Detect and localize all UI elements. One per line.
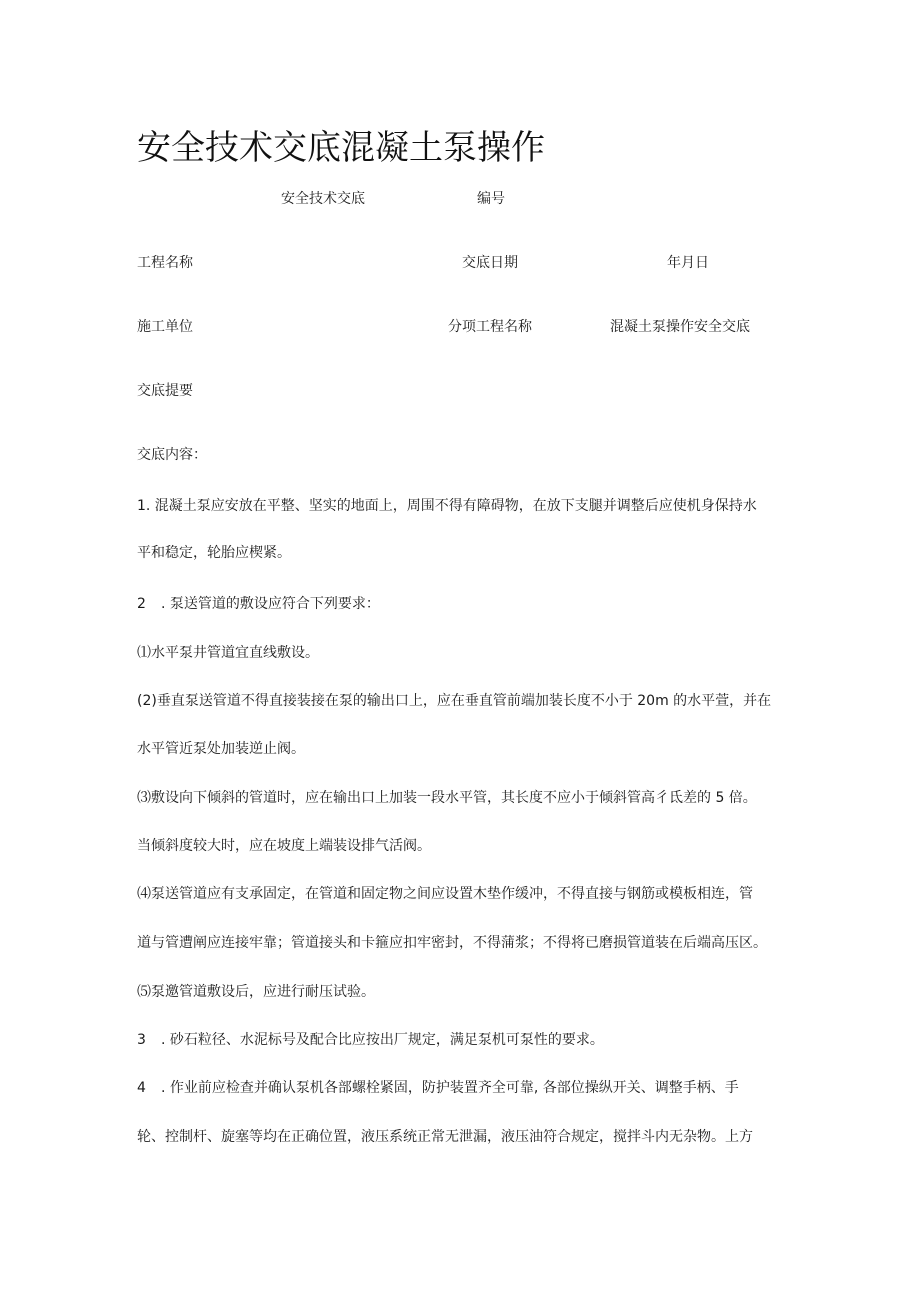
document-title: 安全技术交底混凝土泵操作	[137, 128, 545, 168]
item-1-line-1: 1. 混凝土泵应安放在平整、坚实的地面上，周围不得有障碍物，在放下支腿并调整后应使机身保持水	[137, 498, 757, 514]
item-2-4-line-2: 道与管遭阐应连接牢靠；管道接头和卡箍应扣牢密封，不得蒲浆；不得将已磨损管道装在后端高压区。	[137, 935, 767, 951]
sub-project-label: 分项工程名称	[448, 319, 532, 335]
item-2-2-line-1: (2)垂直泵送管道不得直接装接在泵的输出口上，应在垂直管前端加装长度不小于 20m 的水平萱，并在	[137, 693, 772, 709]
item-4-number: 4	[137, 1080, 146, 1096]
unit-label: 施工单位	[137, 319, 193, 335]
item-3	[137, 1030, 604, 1050]
summary-label: 交底提要	[137, 383, 193, 399]
content-label: 交底内容：	[137, 447, 207, 463]
item-2-3-line-1: ⑶敷设向下倾斜的管道时，应在输出口上加装一段水平管，其长度不应小于倾斜管高彳氐差的 5 倍。	[137, 790, 757, 806]
item-1-line-2: 平和稳定，轮胎应楔紧。	[137, 545, 291, 561]
item-2-1: ⑴水平泵井管道宜直线敷设。	[137, 645, 319, 661]
item-3-number: 3	[137, 1032, 146, 1048]
item-4-text: . 作业前应检查并确认泵机各部螺栓紧固，防护装置齐全可靠, 各部位操纵开关、调整手柄、手	[161, 1080, 739, 1096]
item-2-3-line-2: 当倾斜度较大时，应在坡度上端装设排气活阀。	[137, 838, 431, 854]
item-2-5: ⑸泵邀管道敷设后，应进行耐压试验。	[137, 984, 375, 1000]
sub-project-value: 混凝土泵操作安全交底	[610, 319, 750, 335]
doc-type-label: 安全技术交底	[281, 191, 365, 207]
item-2-number: 2	[137, 596, 146, 612]
project-name-label: 工程名称	[137, 255, 193, 271]
item-4-line-1	[137, 1078, 739, 1098]
item-2-4-line-1: ⑷泵送管道应有支承固定，在管道和固定物之间应设置木垫作缓冲，不得直接与钢筋或模板相连，管	[137, 886, 753, 902]
item-2-heading	[137, 594, 380, 614]
date-label: 交底日期	[462, 255, 518, 271]
item-2-2-line-2: 水平管近泵处加装逆止阀。	[137, 741, 305, 757]
item-4-line-2: 轮、控制杆、旋塞等均在正确位置，液压系统正常无泄漏，液压油符合规定，搅拌斗内无杂物。上方	[137, 1129, 753, 1145]
item-3-text: . 砂石粒径、水泥标号及配合比应按出厂规定，满足泵机可泵性的要求。	[161, 1032, 604, 1048]
date-value: 年月日	[667, 255, 709, 271]
number-label: 编号	[477, 191, 505, 207]
item-2-text: . 泵送管道的敷设应符合下列要求：	[161, 596, 380, 612]
